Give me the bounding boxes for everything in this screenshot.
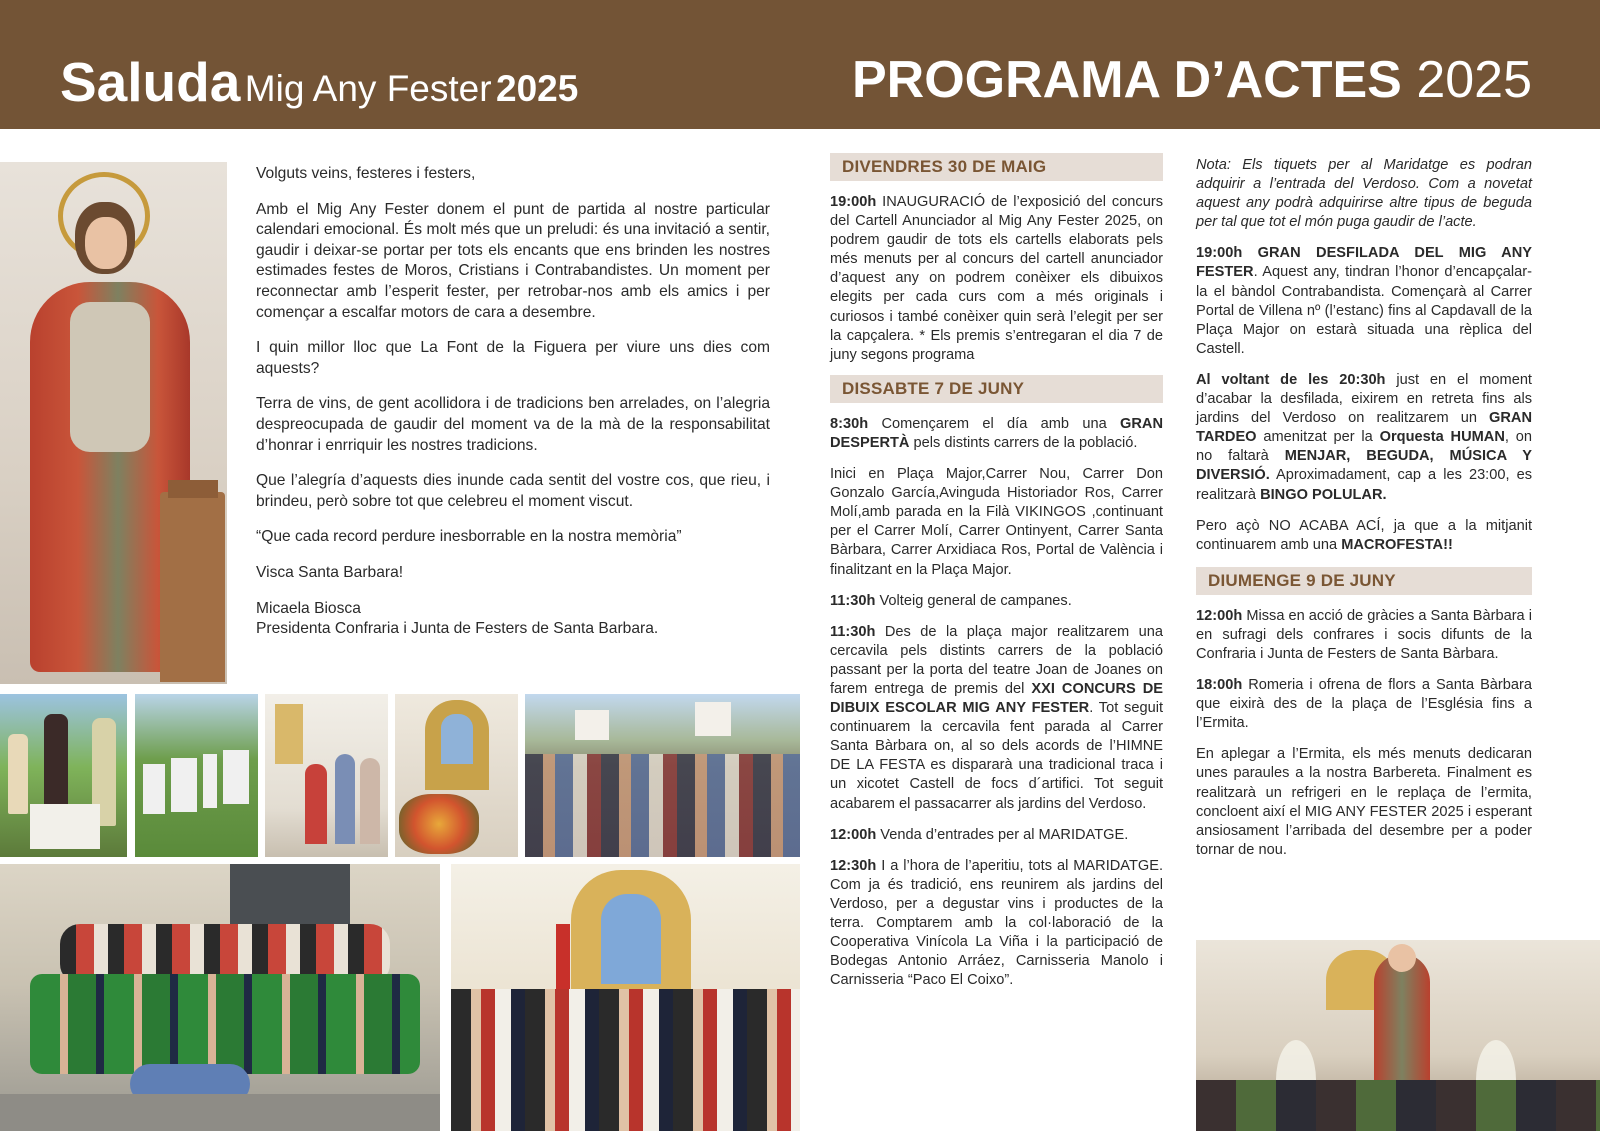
letter-paragraph: I quin millor lloc que La Font de la Figuera per viure uns dies com aquests?: [256, 339, 770, 377]
event-highlight: 19:00h GRAN DESFILADA DEL MIG ANY FESTER: [1196, 245, 1532, 281]
event-highlight: BINGO POLULAR.: [1260, 486, 1387, 503]
crowd-hermitage-photo: [525, 694, 800, 857]
event-saturday-2030: [1196, 371, 1532, 505]
event-text: Aproximadament, cap a les 23:00, es realitzarà: [1196, 467, 1532, 503]
event-highlight: Orquesta HUMAN: [1379, 429, 1505, 446]
event-highlight: MACROFESTA!!: [1341, 536, 1453, 553]
group-green-shirts-photo: [0, 864, 440, 1131]
event-time: Al voltant de les 20:30h: [1196, 371, 1386, 388]
event-time: 12:00h: [830, 826, 877, 843]
event-text: . Aquest any, tindran l’honor d’encapçalar-la el bàndol Contrabandista. Començarà al Carrer Portal de Villena nº (l’estanc) fins al Capdavall de la Plaça Major on estarà situada una rèplica del Castell.: [1196, 264, 1532, 357]
letter-greeting: Volguts veins, festeres i festers,: [256, 165, 476, 182]
event-time: 18:00h: [1196, 677, 1243, 694]
statue-hermitage-photo: [1196, 940, 1600, 1131]
event-text: Venda d’entrades per al MARIDATGE.: [876, 826, 1129, 843]
event-route: Inici en Plaça Major,Carrer Nou, Carrer Don Gonzalo García,Avinguda Historiador Ros, Carrer Molí,amb parada en la Filà VIKINGOS ,continuant per el Carrer Molí, Carrer Ontinyent, Carrer Santa Bàrbara, Carrer Arxidiaca Ros, Portal de València i finalitzant en la Plaça Major.: [830, 466, 1163, 578]
event-highlight: GRAN TARDEO: [1196, 410, 1532, 446]
header-bar: [0, 0, 1600, 129]
event-text: pels distints carrers de la població.: [909, 434, 1138, 451]
maridatge-note: Nota: Els tiquets per al Maridatge es podran adquirir a l’entrada del Verdoso. Com a novetat aquest any podrà adquirirse altre tipus de beguda per tal que tot el món puga gaudir de l’acte.: [1196, 157, 1532, 231]
event-text: Romeria i ofrena de flors a Santa Bàrbara que eixirà des de la plaça de l’Església fins a l’Ermita.: [1196, 677, 1532, 732]
letter-paragraph: Que l’alegría d’aquests dies inunde cada sentit del vostre cos, que rieu, i brindeu, però sobre tot que celebreu el moment viscut.: [256, 472, 770, 510]
event-highlight: GRAN DESPERTÀ: [830, 415, 1163, 451]
event-text: . Tot seguit continuarem la cercavila fent parada al Carrer Santa Bàrbara on, al so dels acords de l’HIMNE DE LA FESTA es dispararà una tradicional traca i un xicotet Castell de focs d´artifici. Tot seguit acabarem el passacarrer als jardins del Verdoso.: [830, 700, 1164, 812]
programa-title: [852, 50, 1532, 110]
event-text: Començarem el día amb una: [868, 415, 1121, 432]
event-saturday-1130-bells: [830, 592, 1163, 611]
event-saturday-0830: [830, 415, 1163, 453]
letter-paragraph: Terra de vins, de gent acollidora i de tradicions ben arrelades, on l’alegria despreocupada de gaudir del moment va de la mà de la responsabilitat d’honrar i enrriquir les nostres tradicions.: [256, 395, 770, 454]
event-saturday-1200: [830, 826, 1163, 845]
mig-letters-photo: [135, 694, 258, 857]
event-text: just en el moment d’acabar la desfilada, eixirem en retreta fins als jardins del Verdoso on realitzarem un: [1196, 371, 1532, 427]
event-sunday-closing: En aplegar a l’Ermita, els més menuts dedicaran unes paraules a la nostra Barbereta. Finalment es realitzarà un refrigeri en le replaça de l’ermita, concloent així el MIG ANY FESTER 2025 i esperant ansiosament l’arribada del desembre per a poder tornar de nou.: [1196, 746, 1532, 858]
day-header-friday: DIVENDRES 30 DE MAIG: [830, 153, 1163, 181]
letter-signer: Micaela Biosca: [256, 599, 361, 617]
mig-any-fester-word: Mig Any Fester: [244, 68, 492, 109]
event-text: INAUGURACIÓ de l’exposició del concurs del Cartell Anunciador al Mig Any Fester 2025, on podrem gaudir de tots els cartells elaborats pels més menuts per al concurs del cartell anunciador d’aquest any on podrem conèixer els dibuixos elegits per cada curs com a més originals i curiosos i també conèixer quin serà l’elegit per ser la capçalera. * Els premis s’entregaran el dia 7 de juny segons programa: [830, 194, 1163, 363]
event-time: 12:00h: [1196, 607, 1243, 624]
day-header-saturday: DISSABTE 7 DE JUNY: [830, 375, 1163, 403]
event-text: , on no faltarà: [1196, 429, 1533, 465]
letter-paragraph: Amb el Mig Any Fester donem el punt de partida al nostre particular calendari emocional. És molt més que un preludi: és una invitació a sentir, gaudir i deixar-se portar per tots els encants que ens brinden les nostres estimades festes de Moros, Cristians i Contrabandistes. Un moment per reconnectar amb l’esperit fester, per retrobar-nos amb els amics i per començar a escalfar motors de cara a desembre.: [256, 200, 770, 321]
program-column-1: [830, 153, 1163, 1002]
church-altar-photo-1: [265, 694, 388, 857]
event-saturday-1900: [1196, 244, 1532, 359]
event-sunday-1200: [1196, 607, 1532, 664]
event-text: Pero açò NO ACABA ACÍ, ja que a la mitjanit continuarem amb una: [1196, 517, 1532, 553]
event-time: 8:30h: [830, 415, 869, 432]
letter-signer-role: Presidenta Confraria i Junta de Festers de Santa Barbara.: [256, 620, 659, 638]
event-friday-1900: [830, 193, 1163, 365]
year-right: 2025: [1416, 51, 1532, 109]
altar-flowers-photo: [395, 694, 518, 857]
letter-visca: Visca Santa Barbara!: [256, 563, 404, 581]
event-time: 12:30h: [830, 857, 877, 874]
event-text: amenitzat per la: [1256, 429, 1380, 446]
saluda-title: [60, 50, 578, 114]
event-text: Missa en acció de gràcies a Santa Bàrbara i en sufragi dels confrares i socis difunts de la Confraria i Junta de Festers de Santa Bàrbara.: [1196, 607, 1532, 662]
programa-word: PROGRAMA D’ACTES: [852, 51, 1402, 109]
saluda-word: Saluda: [60, 51, 241, 113]
event-text: Des de la plaça major realitzarem una cercavila pels distints carrers de la població passant per la porta del teatre Joan de Joanes on farem entrega de premis del: [830, 623, 1163, 697]
event-highlight: XXI CONCURS DE DIBUIX ESCOLAR MIG ANY FESTER: [830, 680, 1164, 717]
event-time: 11:30h: [830, 623, 876, 640]
event-saturday-1230: [830, 857, 1163, 991]
event-text: I a l’hora de l’aperitiu, tots al MARIDATGE. Com ja és tradició, ens reunirem als jardins del Verdoso, per a degustar vins i productes de la terra. Comptarem amb la col·laboració de la Cooperativa Vinícola La Viña i la participació de Bodegas Antonio Arráez, Carnisseria Manolo i Carnisseria “Paco El Coixo”.: [830, 857, 1163, 989]
day-header-sunday: DIUMENGE 9 DE JUNY: [1196, 567, 1532, 595]
letter-quote: “Que cada record perdure inesborrable en la nostra memòria”: [256, 528, 682, 546]
wine-bottles-photo: [0, 694, 127, 857]
saint-statue-photo: [0, 162, 227, 684]
event-time: 11:30h: [830, 592, 876, 609]
church-group-flag-photo: [451, 864, 800, 1131]
greeting-letter: [256, 164, 770, 640]
event-saturday-1130-parade: [830, 623, 1163, 814]
event-highlight: MENJAR, BEGUDA, MÚSICA Y DIVERSIÓ.: [1196, 448, 1532, 484]
event-text: Volteig general de campanes.: [875, 592, 1072, 609]
event-sunday-1800: [1196, 676, 1532, 733]
year-left: 2025: [496, 68, 579, 109]
event-saturday-midnight: [1196, 517, 1532, 555]
program-column-2: [1196, 156, 1532, 872]
event-time: 19:00h: [830, 194, 877, 210]
